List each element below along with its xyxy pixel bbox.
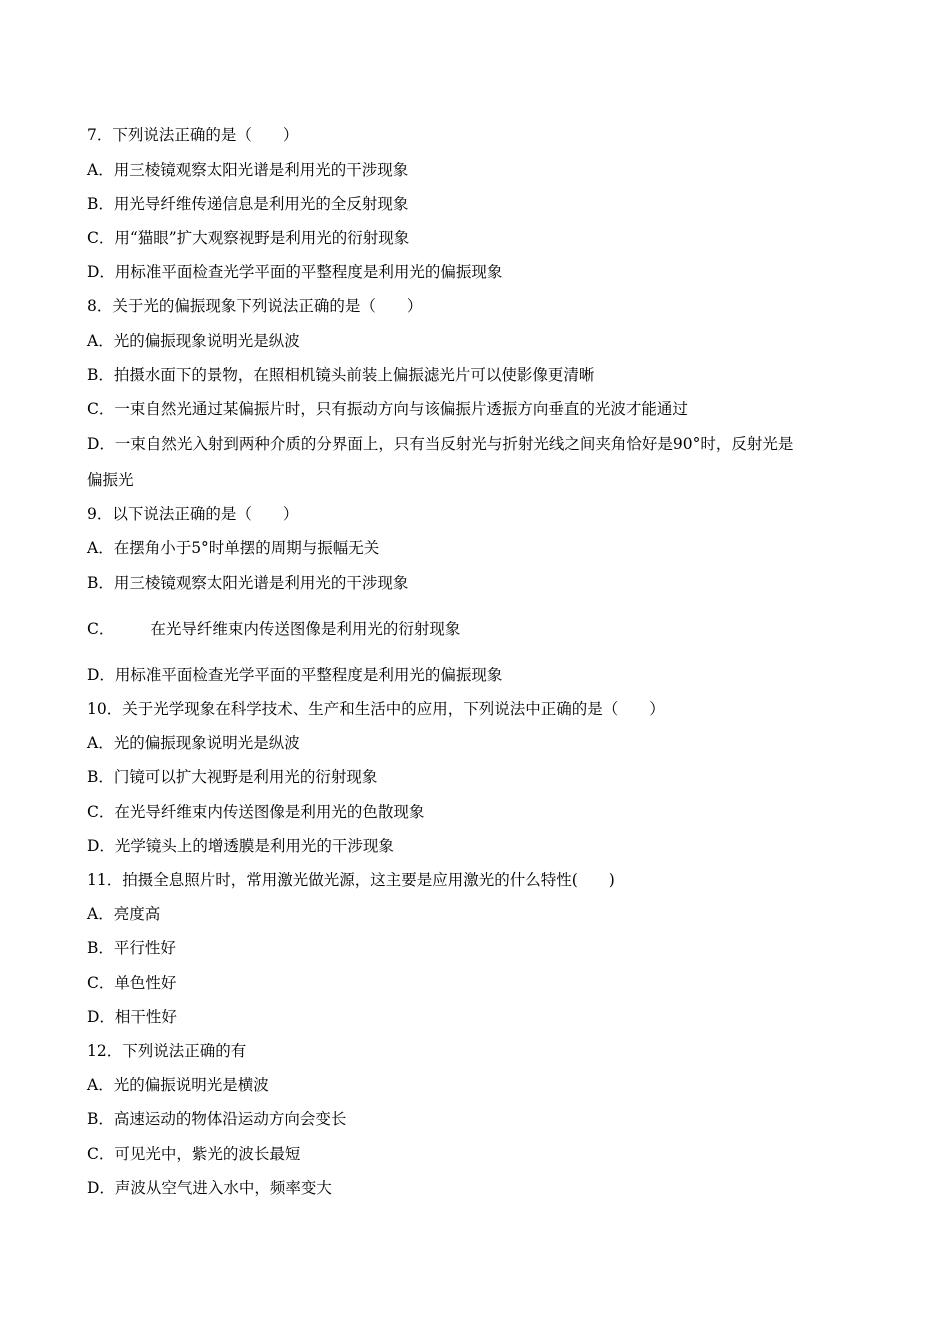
question-8-option-b: B．拍摄水面下的景物，在照相机镜头前装上偏振滤光片可以使影像更清晰 [87,366,595,384]
question-9-option-c [87,619,460,639]
question-8-stem: 8．关于光的偏振现象下列说法正确的是（ ） [87,297,423,315]
question-12-option-d: D．声波从空气进入水中，频率变大 [87,1179,332,1197]
question-11-option-b: B．平行性好 [87,939,176,957]
question-9-option-a: A．在摆角小于5°时单摆的周期与振幅无关 [87,539,380,557]
question-12-option-c: C．可见光中，紫光的波长最短 [87,1145,301,1163]
question-10-option-a: A．光的偏振现象说明光是纵波 [87,734,300,752]
question-11-option-d: D．相干性好 [87,1008,177,1026]
question-10-option-d: D．光学镜头上的增透膜是利用光的干涉现象 [87,837,394,855]
question-7-option-b: B．用光导纤维传递信息是利用光的全反射现象 [87,195,409,213]
question-10-option-b: B．门镜可以扩大视野是利用光的衍射现象 [87,768,378,786]
question-7-stem: 7．下列说法正确的是（ ） [87,126,299,144]
question-8-option-d-continued: 偏振光 [87,471,134,489]
question-8-option-d: D．一束自然光入射到两种介质的分界面上，只有当反射光与折射光线之间夹角恰好是90°时，反射光是 [87,435,794,453]
question-11-stem: 11．拍摄全息照片时，常用激光做光源，这主要是应用激光的什么特性( ) [87,871,615,889]
question-9-option-b: B．用三棱镜观察太阳光谱是利用光的干涉现象 [87,574,409,592]
question-7-option-c: C．用“猫眼”扩大观察视野是利用光的衍射现象 [87,229,410,247]
question-10-option-c: C．在光导纤维束内传送图像是利用光的色散现象 [87,803,425,821]
question-11-option-c: C．单色性好 [87,974,177,992]
question-9-stem: 9．以下说法正确的是（ ） [87,505,299,523]
question-10-stem: 10．关于光学现象在科学技术、生产和生活中的应用，下列说法中正确的是（ ） [87,700,665,718]
question-9-option-c-label: C． [87,620,115,638]
question-12-option-b: B．高速运动的物体沿运动方向会变长 [87,1110,347,1128]
question-12-stem: 12．下列说法正确的有 [87,1042,247,1060]
question-8-option-c: C．一束自然光通过某偏振片时，只有振动方向与该偏振片透振方向垂直的光波才能通过 [87,400,688,418]
question-9-option-d: D．用标准平面检查光学平面的平整程度是利用光的偏振现象 [87,666,503,684]
question-7-option-a: A．用三棱镜观察太阳光谱是利用光的干涉现象 [87,161,409,179]
question-9-option-c-text: 在光导纤维束内传送图像是利用光的衍射现象 [150,620,461,638]
question-12-option-a: A．光的偏振说明光是横波 [87,1076,269,1094]
question-7-option-d: D．用标准平面检查光学平面的平整程度是利用光的偏振现象 [87,263,503,281]
question-11-option-a: A．亮度高 [87,905,161,923]
question-8-option-a: A．光的偏振现象说明光是纵波 [87,332,300,350]
